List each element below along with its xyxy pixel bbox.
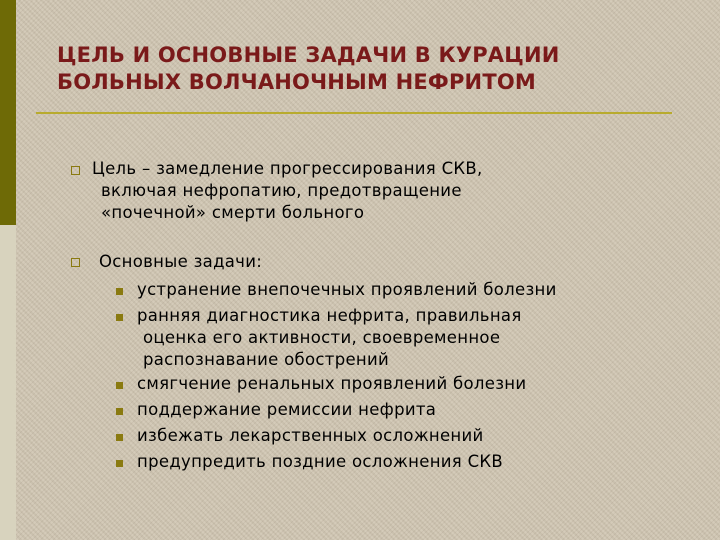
goal-line-2: включая нефропатию, предотвращение [101, 181, 462, 200]
filled-square-bullet-icon [116, 408, 123, 415]
goal-line-1: Цель – замедление прогрессирования СКВ, [92, 159, 483, 178]
slide-title [57, 42, 697, 96]
title-line-2: БОЛЬНЫХ ВОЛЧАНОЧНЫМ НЕФРИТОМ [57, 70, 536, 94]
title-divider [36, 112, 672, 114]
task-item-6: предупредить поздние осложнения СКВ [137, 452, 504, 471]
task-item-4: поддержание ремиссии нефрита [137, 400, 437, 419]
hollow-square-bullet-icon [71, 258, 80, 267]
task-item-2-line-3: распознавание обострений [143, 350, 390, 369]
goal-line-3: «почечной» смерти больного [101, 203, 365, 222]
filled-square-bullet-icon [116, 382, 123, 389]
task-item-2-line-2: оценка его активности, своевременное [143, 328, 501, 347]
task-item-3: смягчение ренальных проявлений болезни [137, 374, 527, 393]
filled-square-bullet-icon [116, 434, 123, 441]
task-item-1: устранение внепочечных проявлений болезни [137, 280, 557, 299]
filled-square-bullet-icon [116, 288, 123, 295]
left-accent-bar [0, 0, 16, 540]
task-item-2-line-1: ранняя диагностика нефрита, правильная [137, 306, 522, 325]
tasks-heading: Основные задачи: [99, 252, 263, 271]
task-item-5: избежать лекарственных осложнений [137, 426, 484, 445]
hollow-square-bullet-icon [71, 166, 80, 175]
filled-square-bullet-icon [116, 460, 123, 467]
title-line-1: ЦЕЛЬ И ОСНОВНЫЕ ЗАДАЧИ В КУРАЦИИ [57, 43, 560, 67]
filled-square-bullet-icon [116, 314, 123, 321]
